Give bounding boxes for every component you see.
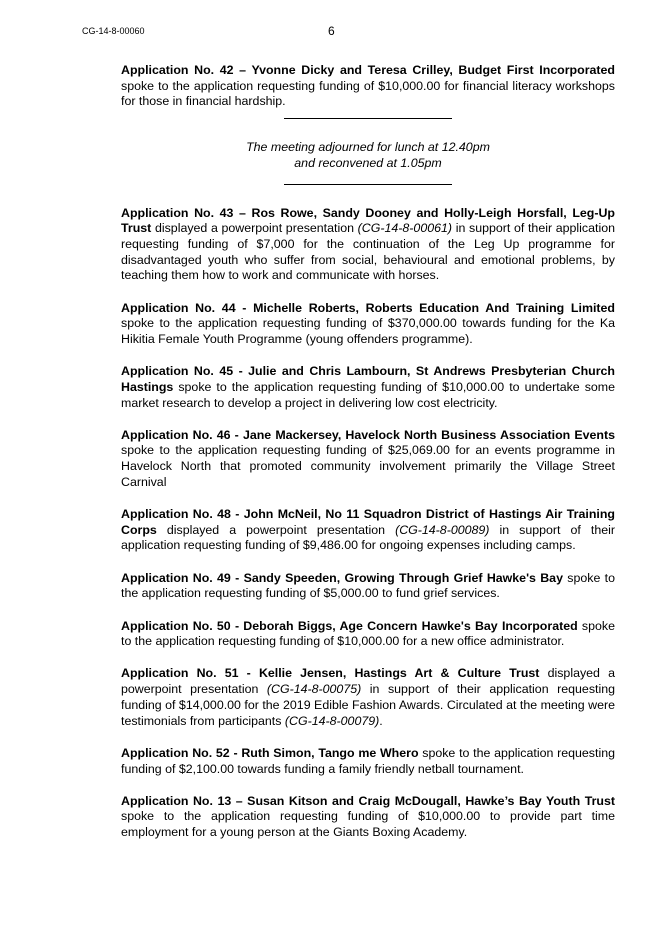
document-ref: (CG-14-8-00075): [266, 682, 362, 697]
application-52: [121, 746, 615, 777]
application-46: [121, 428, 615, 491]
application-13: [121, 794, 615, 841]
application-44: [121, 301, 615, 348]
adjournment-line-1: The meeting adjourned for lunch at 12.40pm: [246, 140, 490, 155]
document-ref: (CG-14-8-00089): [395, 522, 490, 537]
application-title: Application No. 42 – Yvonne Dicky and Teresa Crilley, Budget First Incorporated: [121, 63, 615, 77]
application-title: Application No. 43 – Ros Rowe, Sandy Dooney and Holly-Leigh Horsfall, Leg-Up Trust: [121, 205, 615, 236]
application-42: [121, 63, 615, 110]
adjournment-line-2: and reconvened at 1.05pm: [294, 155, 442, 170]
application-45: [121, 364, 615, 411]
page-header: [0, 24, 656, 40]
application-title: Application No. 13 – Susan Kitson and Craig McDougall, Hawke’s Bay Youth Trust: [121, 793, 615, 808]
application-title: Application No. 45 - Julie and Chris Lambourn, St Andrews Presbyterian Church Hastings: [121, 364, 615, 394]
application-title: Application No. 48 - John McNeil, No 11 Squadron District of Hastings Air Training Corps: [121, 507, 615, 537]
application-title: Application No. 46 - Jane Mackersey, Havelock North Business Association Events: [121, 427, 615, 442]
application-text: spoke to the application requesting funding of $370,000.00 towards funding for the Ka Hikitia Female Youth Programme (young offenders programme).: [121, 316, 615, 346]
application-50: [121, 619, 615, 650]
document-reference: CG-14-8-00060: [82, 26, 145, 36]
application-text: spoke to the application requesting funding of $10,000.00 for financial literacy workshops for those in financial hardship.: [121, 78, 615, 109]
minutes-body: [121, 63, 615, 857]
application-text: spoke to the application requesting funding of $10,000.00 to undertake some market research to develop a project in delivering low cost electricity.: [121, 379, 615, 410]
application-text: spoke to the application requesting funding of $5,000.00 to fund grief services.: [121, 570, 615, 601]
application-text: spoke to the application requesting funding of $25,069.00 for an events programme in Havelock North that promoted community involvement primarily the Village Street Carnival: [121, 443, 615, 489]
application-text: spoke to the application requesting funding of $10,000.00 for a new office administrator.: [121, 618, 615, 649]
divider-line: [284, 118, 452, 119]
document-ref: (CG-14-8-00061): [357, 221, 453, 236]
application-title: Application No. 52 - Ruth Simon, Tango me Whero: [121, 745, 419, 760]
application-text: spoke to the application requesting funding of $2,100.00 towards funding a family friendly netball tournament.: [121, 745, 615, 776]
application-title: Application No. 50 - Deborah Biggs, Age Concern Hawke's Bay Incorporated: [121, 618, 578, 633]
application-title: Application No. 51 - Kellie Jensen, Hastings Art & Culture Trust: [121, 666, 540, 681]
application-title: Application No. 49 - Sandy Speeden, Growing Through Grief Hawke's Bay: [121, 570, 563, 585]
application-title: Application No. 44 - Michelle Roberts, Roberts Education And Training Limited: [121, 300, 615, 315]
application-48: Application No. 48 - John McNeil, No 11 Squadron District of Hastings Air Training Corps displayed a powerpoint presentation (CG-14-8-00089) in support of their application requesting funding of $9,486.00 for ongoing expenses including camps.: [121, 507, 615, 553]
adjournment-note: [121, 140, 615, 171]
page-number: 6: [328, 24, 335, 38]
application-43: Application No. 43 – Ros Rowe, Sandy Dooney and Holly-Leigh Horsfall, Leg-Up Trust displayed a powerpoint presentation (CG-14-8-00061) in support of their application requesting funding of $7,000 for the continuation of the Leg Up programme for disadvantaged youth who suffer from social, behavioural and emotional problems, by teaching them how to work and communicate with horses.: [121, 205, 615, 283]
application-51: Application No. 51 - Kellie Jensen, Hastings Art & Culture Trust displayed a powerpoint presentation (CG-14-8-00075) in support of their application requesting funding of $14,000.00 for the 2019 Edible Fashion Awards. Circulated at the meeting were testimonials from participants (CG-14-8-00079).: [121, 666, 615, 728]
document-ref: (CG-14-8-00079): [284, 713, 380, 728]
application-49: [121, 571, 615, 602]
application-text: spoke to the application requesting funding of $10,000.00 to provide part time employment for a young person at the Giants Boxing Academy.: [121, 809, 615, 840]
